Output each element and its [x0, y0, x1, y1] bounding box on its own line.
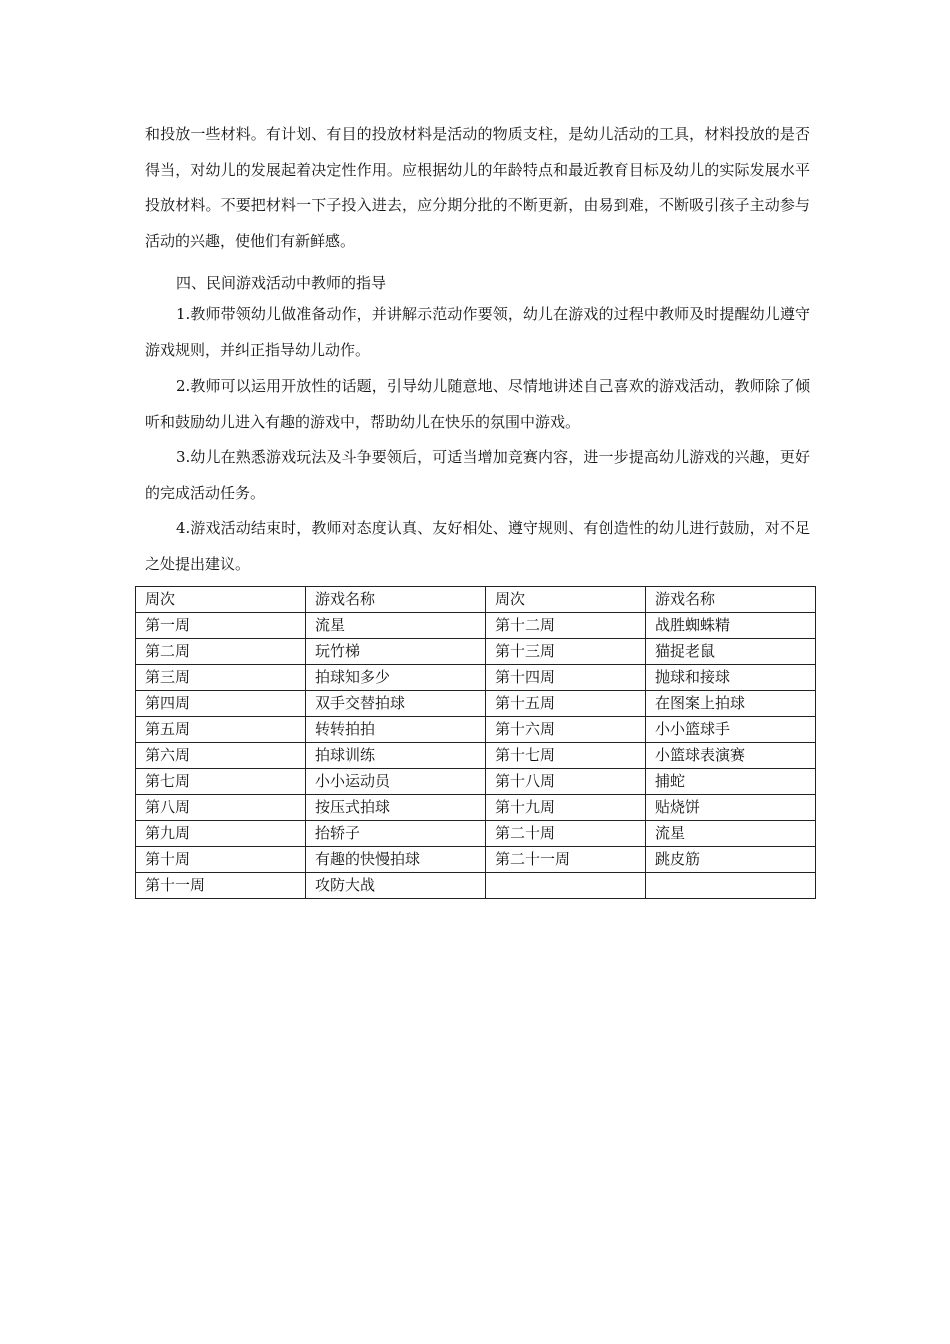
cell-week: 第十七周 [486, 743, 646, 769]
cell-week: 第二十一周 [486, 847, 646, 873]
game-schedule-table [135, 586, 816, 899]
table-row [136, 847, 816, 873]
cell-game-name: 转转拍拍 [306, 717, 486, 743]
table-row [136, 717, 816, 743]
table-row [136, 613, 816, 639]
table-row [136, 821, 816, 847]
cell-game-name: 拍球知多少 [306, 665, 486, 691]
cell-game-name: 抬轿子 [306, 821, 486, 847]
cell-week: 第九周 [136, 821, 306, 847]
cell-game-name: 在图案上拍球 [646, 691, 816, 717]
cell-week: 第八周 [136, 795, 306, 821]
cell-week: 第五周 [136, 717, 306, 743]
cell-week: 第十九周 [486, 795, 646, 821]
cell-game-name: 小篮球表演赛 [646, 743, 816, 769]
table-row [136, 769, 816, 795]
cell-game-name: 双手交替拍球 [306, 691, 486, 717]
cell-game-name: 贴烧饼 [646, 795, 816, 821]
table-row [136, 873, 816, 899]
cell-week: 第十周 [136, 847, 306, 873]
cell-week: 第十六周 [486, 717, 646, 743]
cell-week: 第一周 [136, 613, 306, 639]
table-header-row [136, 587, 816, 613]
paragraph-guidance-3: 3.幼儿在熟悉游戏玩法及斗争要领后，可适当增加竞赛内容，进一步提高幼儿游戏的兴趣，更好的完成活动任务。 [145, 448, 810, 502]
table-row [136, 795, 816, 821]
cell-week: 第十三周 [486, 639, 646, 665]
cell-week: 第六周 [136, 743, 306, 769]
cell-week: 第十一周 [136, 873, 306, 899]
header-cell-game-name: 游戏名称 [646, 587, 816, 613]
cell-game-name: 小小运动员 [306, 769, 486, 795]
cell-week: 第二十周 [486, 821, 646, 847]
cell-week: 第十四周 [486, 665, 646, 691]
cell-week: 第四周 [136, 691, 306, 717]
paragraph-guidance-2: 2.教师可以运用开放性的话题，引导幼儿随意地、尽情地讲述自己喜欢的游戏活动，教师除了倾听和鼓励幼儿进入有趣的游戏中，帮助幼儿在快乐的氛围中游戏。 [145, 377, 810, 431]
header-cell-week: 周次 [136, 587, 306, 613]
cell-game-name: 猫捉老鼠 [646, 639, 816, 665]
section-heading: 四、民间游戏活动中教师的指导 [176, 274, 387, 292]
cell-game-name: 战胜蜘蛛精 [646, 613, 816, 639]
header-cell-week: 周次 [486, 587, 646, 613]
cell-game-name: 捕蛇 [646, 769, 816, 795]
table-row [136, 639, 816, 665]
cell-game-name: 跳皮筋 [646, 847, 816, 873]
cell-game-name: 抛球和接球 [646, 665, 816, 691]
header-cell-game-name: 游戏名称 [306, 587, 486, 613]
cell-game-name: 流星 [306, 613, 486, 639]
cell-week: 第十二周 [486, 613, 646, 639]
cell-week: 第三周 [136, 665, 306, 691]
cell-game-name [646, 873, 816, 899]
cell-game-name: 攻防大战 [306, 873, 486, 899]
cell-week [486, 873, 646, 899]
cell-week: 第十八周 [486, 769, 646, 795]
table-row [136, 691, 816, 717]
paragraph-materials: 和投放一些材料。有计划、有目的投放材料是活动的物质支柱，是幼儿活动的工具，材料投放的是否得当，对幼儿的发展起着决定性作用。应根据幼儿的年龄特点和最近教育目标及幼儿的实际发展水平投放材料。不要把材料一下子投入进去，应分期分批的不断更新，由易到难，不断吸引孩子主动参与活动的兴趣，使他们有新鲜感。 [145, 125, 810, 251]
table-row [136, 743, 816, 769]
cell-week: 第七周 [136, 769, 306, 795]
cell-game-name: 按压式拍球 [306, 795, 486, 821]
cell-game-name: 拍球训练 [306, 743, 486, 769]
cell-game-name: 有趣的快慢拍球 [306, 847, 486, 873]
table-row [136, 665, 816, 691]
cell-game-name: 小小篮球手 [646, 717, 816, 743]
paragraph-guidance-4: 4.游戏活动结束时，教师对态度认真、友好相处、遵守规则、有创造性的幼儿进行鼓励，对不足之处提出建议。 [145, 519, 810, 573]
cell-game-name: 玩竹梯 [306, 639, 486, 665]
cell-week: 第二周 [136, 639, 306, 665]
paragraph-guidance-1: 1.教师带领幼儿做准备动作，并讲解示范动作要领，幼儿在游戏的过程中教师及时提醒幼儿遵守游戏规则，并纠正指导幼儿动作。 [145, 305, 810, 359]
cell-game-name: 流星 [646, 821, 816, 847]
cell-week: 第十五周 [486, 691, 646, 717]
